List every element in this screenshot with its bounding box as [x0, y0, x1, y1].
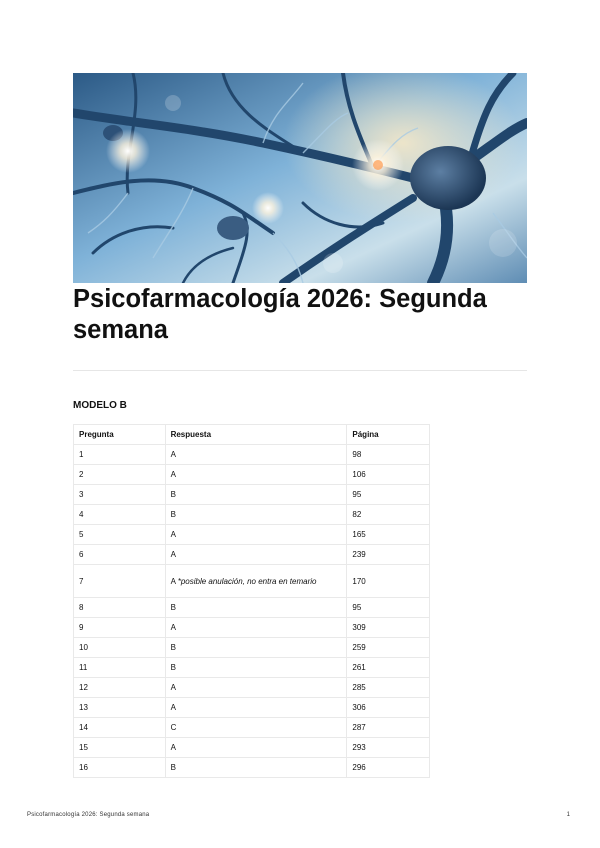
cell-pregunta: 13 — [74, 698, 166, 718]
cell-pagina: 239 — [347, 545, 430, 565]
cell-respuesta — [165, 658, 347, 678]
cell-pregunta: 3 — [74, 485, 166, 505]
table-row — [74, 465, 430, 485]
cell-respuesta — [165, 485, 347, 505]
cell-pagina: 259 — [347, 638, 430, 658]
table-header-row — [74, 425, 430, 445]
table-row — [74, 698, 430, 718]
column-header-respuesta: Respuesta — [165, 425, 347, 445]
answer-letter: A — [170, 550, 176, 559]
cell-pregunta: 14 — [74, 718, 166, 738]
cell-pagina: 309 — [347, 618, 430, 638]
answer-letter: A — [170, 470, 176, 479]
cell-pagina: 170 — [347, 565, 430, 598]
cell-pregunta: 9 — [74, 618, 166, 638]
cell-respuesta — [165, 465, 347, 485]
cell-pregunta: 4 — [74, 505, 166, 525]
answer-letter: B — [170, 763, 176, 772]
cell-respuesta — [165, 698, 347, 718]
table-row — [74, 618, 430, 638]
table-row — [74, 638, 430, 658]
answer-letter: B — [170, 510, 176, 519]
answers-table — [73, 424, 430, 778]
answer-letter: A — [170, 743, 176, 752]
cell-respuesta — [165, 598, 347, 618]
cell-pagina: 106 — [347, 465, 430, 485]
cell-respuesta — [165, 505, 347, 525]
table-row — [74, 485, 430, 505]
cell-pagina: 285 — [347, 678, 430, 698]
divider — [73, 370, 527, 371]
cell-pregunta: 11 — [74, 658, 166, 678]
cell-pregunta: 2 — [74, 465, 166, 485]
cell-pregunta: 1 — [74, 445, 166, 465]
cell-pagina: 306 — [347, 698, 430, 718]
cell-pagina: 287 — [347, 718, 430, 738]
cell-pregunta: 8 — [74, 598, 166, 618]
cell-pagina: 261 — [347, 658, 430, 678]
cell-pagina: 296 — [347, 758, 430, 778]
cell-pagina: 95 — [347, 598, 430, 618]
cell-pregunta: 10 — [74, 638, 166, 658]
table-row — [74, 758, 430, 778]
cell-pagina: 165 — [347, 525, 430, 545]
answer-note: *posible anulación, no entra en temario — [177, 576, 317, 586]
answer-letter: A — [170, 530, 176, 539]
cell-pregunta: 15 — [74, 738, 166, 758]
answer-letter: B — [170, 643, 176, 652]
cell-pagina: 293 — [347, 738, 430, 758]
cell-pagina: 95 — [347, 485, 430, 505]
answer-letter: A — [170, 576, 176, 586]
table-row — [74, 545, 430, 565]
answer-letter: B — [170, 603, 176, 612]
answer-letter: B — [170, 490, 176, 499]
table-row — [74, 658, 430, 678]
answer-letter: A — [170, 683, 176, 692]
column-header-pagina: Página — [347, 425, 430, 445]
table-row — [74, 678, 430, 698]
table-row — [74, 738, 430, 758]
table-row — [74, 505, 430, 525]
table-body — [74, 445, 430, 778]
cell-respuesta — [165, 618, 347, 638]
cell-respuesta — [165, 758, 347, 778]
answer-letter: C — [170, 723, 177, 732]
cell-pagina: 82 — [347, 505, 430, 525]
cell-respuesta — [165, 545, 347, 565]
cover-image — [73, 73, 527, 283]
cell-pregunta: 6 — [74, 545, 166, 565]
answer-letter: A — [170, 450, 176, 459]
table-row — [74, 565, 430, 598]
page-number: 1 — [566, 812, 570, 818]
cell-respuesta — [165, 638, 347, 658]
answer-letter: A — [170, 623, 176, 632]
cell-respuesta — [165, 718, 347, 738]
table-row — [74, 445, 430, 465]
cell-pregunta: 5 — [74, 525, 166, 545]
table-row — [74, 525, 430, 545]
cell-respuesta — [165, 445, 347, 465]
cell-pagina: 98 — [347, 445, 430, 465]
cell-respuesta — [165, 565, 347, 598]
answer-letter: A — [170, 703, 176, 712]
section-heading: MODELO B — [73, 400, 127, 411]
cell-pregunta: 7 — [74, 565, 166, 598]
column-header-pregunta: Pregunta — [74, 425, 166, 445]
cell-respuesta — [165, 525, 347, 545]
page-title: Psicofarmacología 2026: Segunda semana — [73, 285, 487, 344]
answer-letter: B — [170, 663, 176, 672]
table-row — [74, 718, 430, 738]
cell-pregunta: 12 — [74, 678, 166, 698]
footer-title: Psicofarmacología 2026: Segunda semana — [27, 812, 150, 818]
cell-respuesta — [165, 678, 347, 698]
table-row — [74, 598, 430, 618]
cell-respuesta — [165, 738, 347, 758]
cell-pregunta: 16 — [74, 758, 166, 778]
